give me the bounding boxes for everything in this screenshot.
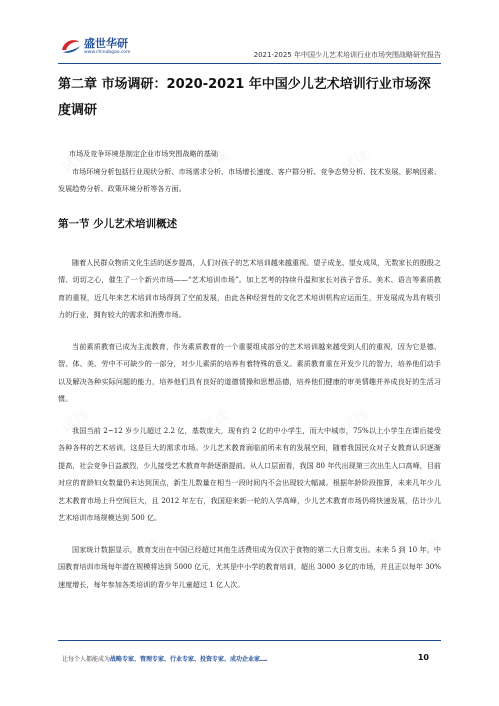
footer-slogan-roles: 战略专家、管理专家、行业专家、投资专家、成功企业家…… (110, 656, 268, 663)
watermark: 试读 (127, 275, 163, 307)
watermark: 试读 (407, 535, 443, 567)
logo-name: 盛世华研 (84, 37, 128, 50)
body-paragraph: 随着人民群众物质文化生活的逐步提高，人们对孩子的艺术培训越来越重视。望子成龙、望女成凤，无数家长的殷殷之情、切切之心，催生了一个新兴市场——“艺术培训市场”。加上艺考的持续升温和家长对孩子音乐、美术、语言等素质教育的重视，近几年来艺术培训市场得到了空前发展，由此各种经营性的文化艺术培训机构应运而生，并发展成为具有吸引力的行业，拥有较大的需求和消费市场。 (58, 257, 441, 319)
watermark: 试读 (197, 405, 233, 437)
report-title: 2021-2025 年中国少儿艺术培训行业市场突围战略研究报告 (253, 51, 441, 59)
chapter-title: 第二章 市场调研：2020-2021 年中国少儿艺术培训行业市场深度调研 (58, 77, 431, 118)
page-footer (0, 640, 499, 700)
header-divider (58, 63, 441, 64)
company-logo (60, 34, 140, 60)
footer-slogan (62, 654, 267, 663)
footer-slogan-lead: 让每个人都能成为 (62, 656, 111, 663)
watermark: 试读 (337, 145, 373, 177)
watermark: 试读 (267, 275, 303, 307)
watermark: 试读 (57, 145, 93, 177)
chapter-intro-2: 市场环境分析包括行业现状分析、市场需求分析、市场增长速度、客户群分析、竞争态势分析、技术发展、影响因素、发展趋势分析、政策环境分析等各方面。 (58, 166, 441, 193)
watermark: 试读 (267, 535, 303, 567)
watermark: 试读 (57, 405, 93, 437)
watermark: 试读 (407, 275, 443, 307)
logo-url: www.chinabgao.com (84, 50, 131, 55)
page-number: 10 (417, 653, 429, 662)
watermark: 试读 (337, 405, 373, 437)
chapter-intro-1: 市场及竞争环境是制定企业市场突围战略的基础 (69, 149, 218, 158)
watermark: 试读 (197, 145, 233, 177)
page-header (0, 0, 499, 66)
body-paragraph: 当前素质教育已成为主流教育，作为素质教育的一个重要组成部分的艺术培训越来越受到人们的重视，因为它是德、智、体、美、劳中不可缺少的一部分，对少儿素质的培养有着特殊的意义。素质教育重在开发少儿的智力，培养他们动手以及解决各种实际问题的能力，培养他们具有良好的道德情操和思想品德，培养他们健康的审美情趣并养成良好的生活习惯。 (58, 341, 441, 403)
page-content (58, 66, 441, 593)
footer-divider (58, 640, 441, 641)
section-title: 第一节 少儿艺术培训概述 (58, 217, 178, 230)
logo-swirl-icon (60, 36, 82, 56)
watermark: 试读 (127, 535, 163, 567)
body-paragraph: 国家统计数据显示，教育支出在中国已经超过其他生活费用成为仅次于食物的第二大日常支出。未来 5 到 10 年，中国教育培训市场每年潜在规模将达到 5000 亿元，尤其是中小学的教育培训，超出 3000 多亿的市场，并且正以每年 30%速度增长，每年参加各类培训的青少年儿童超过 1 亿人次。 (58, 544, 441, 589)
body-paragraph: 我国当前 2~12 岁少儿超过 2.2 亿，基数庞大，现有约 2 亿的中小学生，而大中城市，75%以上小学生在课后接受各种各样的艺术培训，这是巨大的需求市场。少儿艺术教育面临前所未有的发展空间，随着我国民众对子女教育认识逐渐提高，社会竞争日益激烈，少儿接受艺术教育年龄逐渐提前。从人口层面看，我国 80 年代出现第三次出生人口高峰，目前对应的育龄妇女数量仍未达到顶点，新生儿数量在相当一段时间内不会出现较大幅减。根据年龄阶段推算，未来几年少儿艺术教育市场上升空间巨大，且 2012 年左右，我国迎来新一轮的入学高峰，少儿艺术教育市场仍将快速发展，估计少儿艺术培训市场规模达到 500 亿。 (58, 425, 441, 522)
